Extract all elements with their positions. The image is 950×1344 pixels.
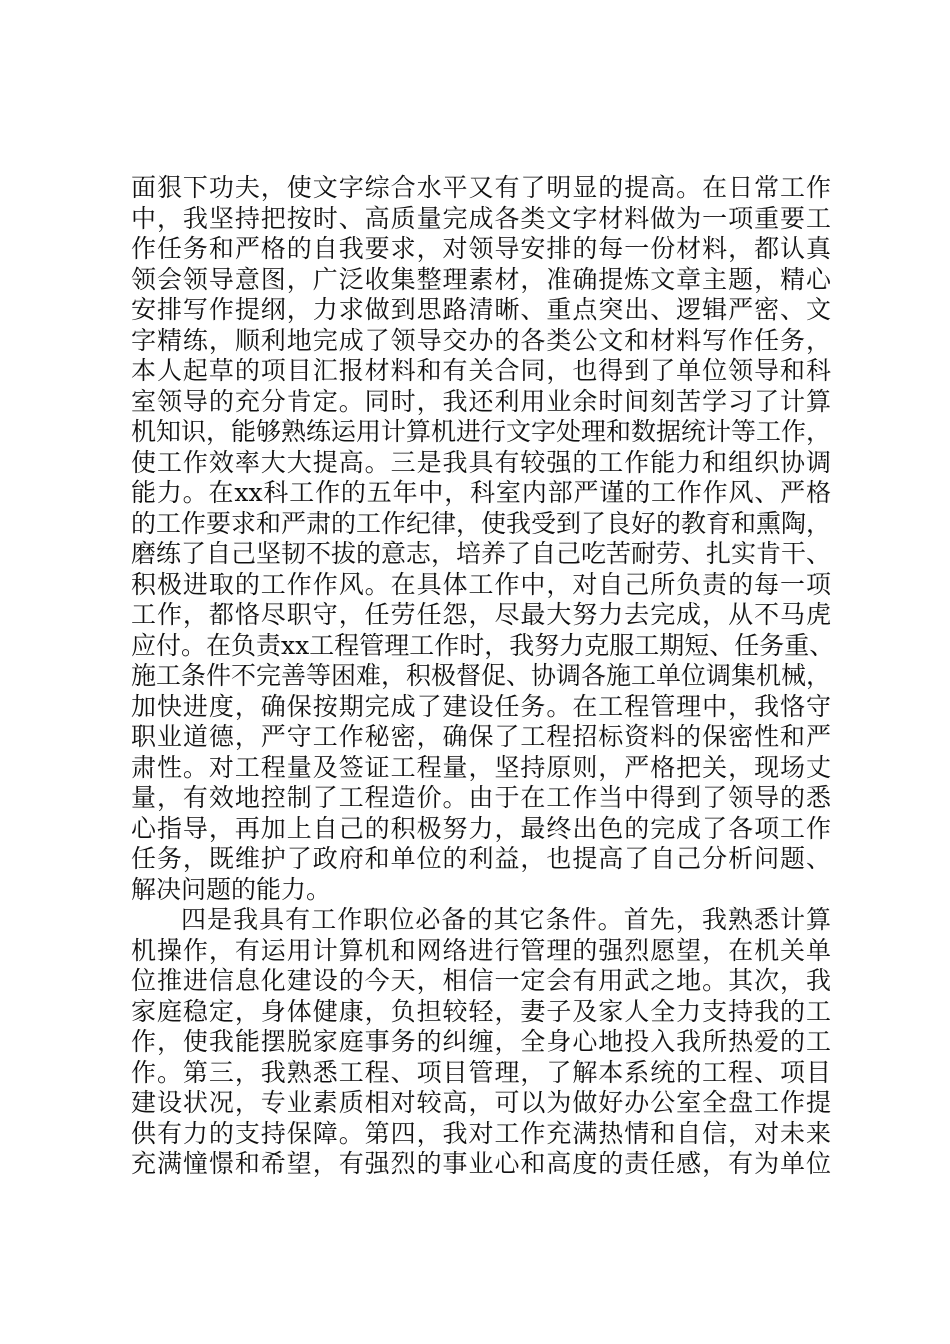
text-line: 字精练，顺利地完成了领导交办的各类公文和材料写作任务，	[131, 325, 831, 355]
paragraph-2	[131, 905, 831, 1180]
text-line: 作。第三，我熟悉工程、项目管理，了解本系统的工程、项目	[131, 1057, 831, 1087]
text-line: 领会领导意图，广泛收集整理素材，准确提炼文章主题，精心	[131, 264, 831, 294]
text-line: 应付。在负责xx工程管理工作时，我努力克服工期短、任务重、	[131, 630, 835, 660]
body-text	[131, 173, 835, 1180]
text-line: 安排写作提纲，力求做到思路清晰、重点突出、逻辑严密、文	[131, 295, 831, 324]
text-line: 家庭稳定，身体健康，负担较轻，妻子及家人全力支持我的工	[131, 996, 831, 1026]
text-line: 面狠下功夫，使文字综合水平又有了明显的提高。在日常工作	[131, 173, 831, 202]
text-line: 本人起草的项目汇报材料和有关合同，也得到了单位领导和科	[131, 356, 831, 385]
text-line: 心指导，再加上自己的积极努力，最终出色的完成了各项工作	[131, 813, 831, 843]
text-line: 的工作要求和严肃的工作纪律，使我受到了良好的教育和熏陶，	[131, 508, 832, 538]
text-line: 四是我具有工作职位必备的其它条件。首先，我熟悉计算	[181, 905, 831, 934]
text-line: 能力。在xx科工作的五年中，科室内部严谨的工作作风、严格	[131, 478, 831, 507]
text-line: 解决问题的能力。	[131, 874, 332, 904]
text-line: 使工作效率大大提高。三是我具有较强的工作能力和组织协调	[131, 447, 831, 477]
text-line: 任务，既维护了政府和单位的利益，也提高了自己分析问题、	[131, 844, 831, 873]
text-line: 磨练了自己坚韧不拔的意志，培养了自己吃苦耐劳、扎实肯干、	[131, 539, 832, 568]
text-line: 位推进信息化建设的今天，相信一定会有用武之地。其次，我	[131, 966, 831, 995]
text-line: 充满憧憬和希望，有强烈的事业心和高度的责任感，有为单位	[131, 1149, 831, 1178]
paragraph-1	[131, 173, 835, 905]
text-line: 工作，都恪尽职守，任劳任怨，尽最大努力去完成，从不马虎	[131, 600, 831, 629]
text-line: 量，有效地控制了工程造价。由于在工作当中得到了领导的悉	[131, 783, 831, 812]
text-line: 加快进度，确保按期完成了建设任务。在工程管理中，我恪守	[131, 691, 831, 721]
text-line: 室领导的充分肯定。同时，我还利用业余时间刻苦学习了计算	[131, 386, 831, 416]
text-line: 机操作，有运用计算机和网络进行管理的强烈愿望，在机关单	[131, 935, 831, 965]
text-line: 建设状况，专业素质相对较高，可以为做好办公室全盘工作提	[131, 1088, 831, 1117]
text-line: 职业道德，严守工作秘密，确保了工程招标资料的保密性和严	[131, 722, 831, 751]
text-line: 机知识，能够熟练运用计算机进行文字处理和数据统计等工作，	[131, 417, 832, 446]
text-line: 施工条件不完善等困难，积极督促、协调各施工单位调集机械，	[131, 661, 832, 690]
text-line: 积极进取的工作作风。在具体工作中，对自己所负责的每一项	[131, 569, 831, 599]
text-line: 作，使我能摆脱家庭事务的纠缠，全身心地投入我所热爱的工	[131, 1027, 831, 1056]
text-line: 作任务和严格的自我要求，对领导安排的每一份材料，都认真	[131, 234, 831, 263]
text-line: 中，我坚持把按时、高质量完成各类文字材料做为一项重要工	[131, 203, 831, 233]
text-line: 肃性。对工程量及签证工程量，坚持原则，严格把关，现场丈	[131, 752, 831, 782]
text-line: 供有力的支持保障。第四，我对工作充满热情和自信，对未来	[131, 1118, 831, 1148]
